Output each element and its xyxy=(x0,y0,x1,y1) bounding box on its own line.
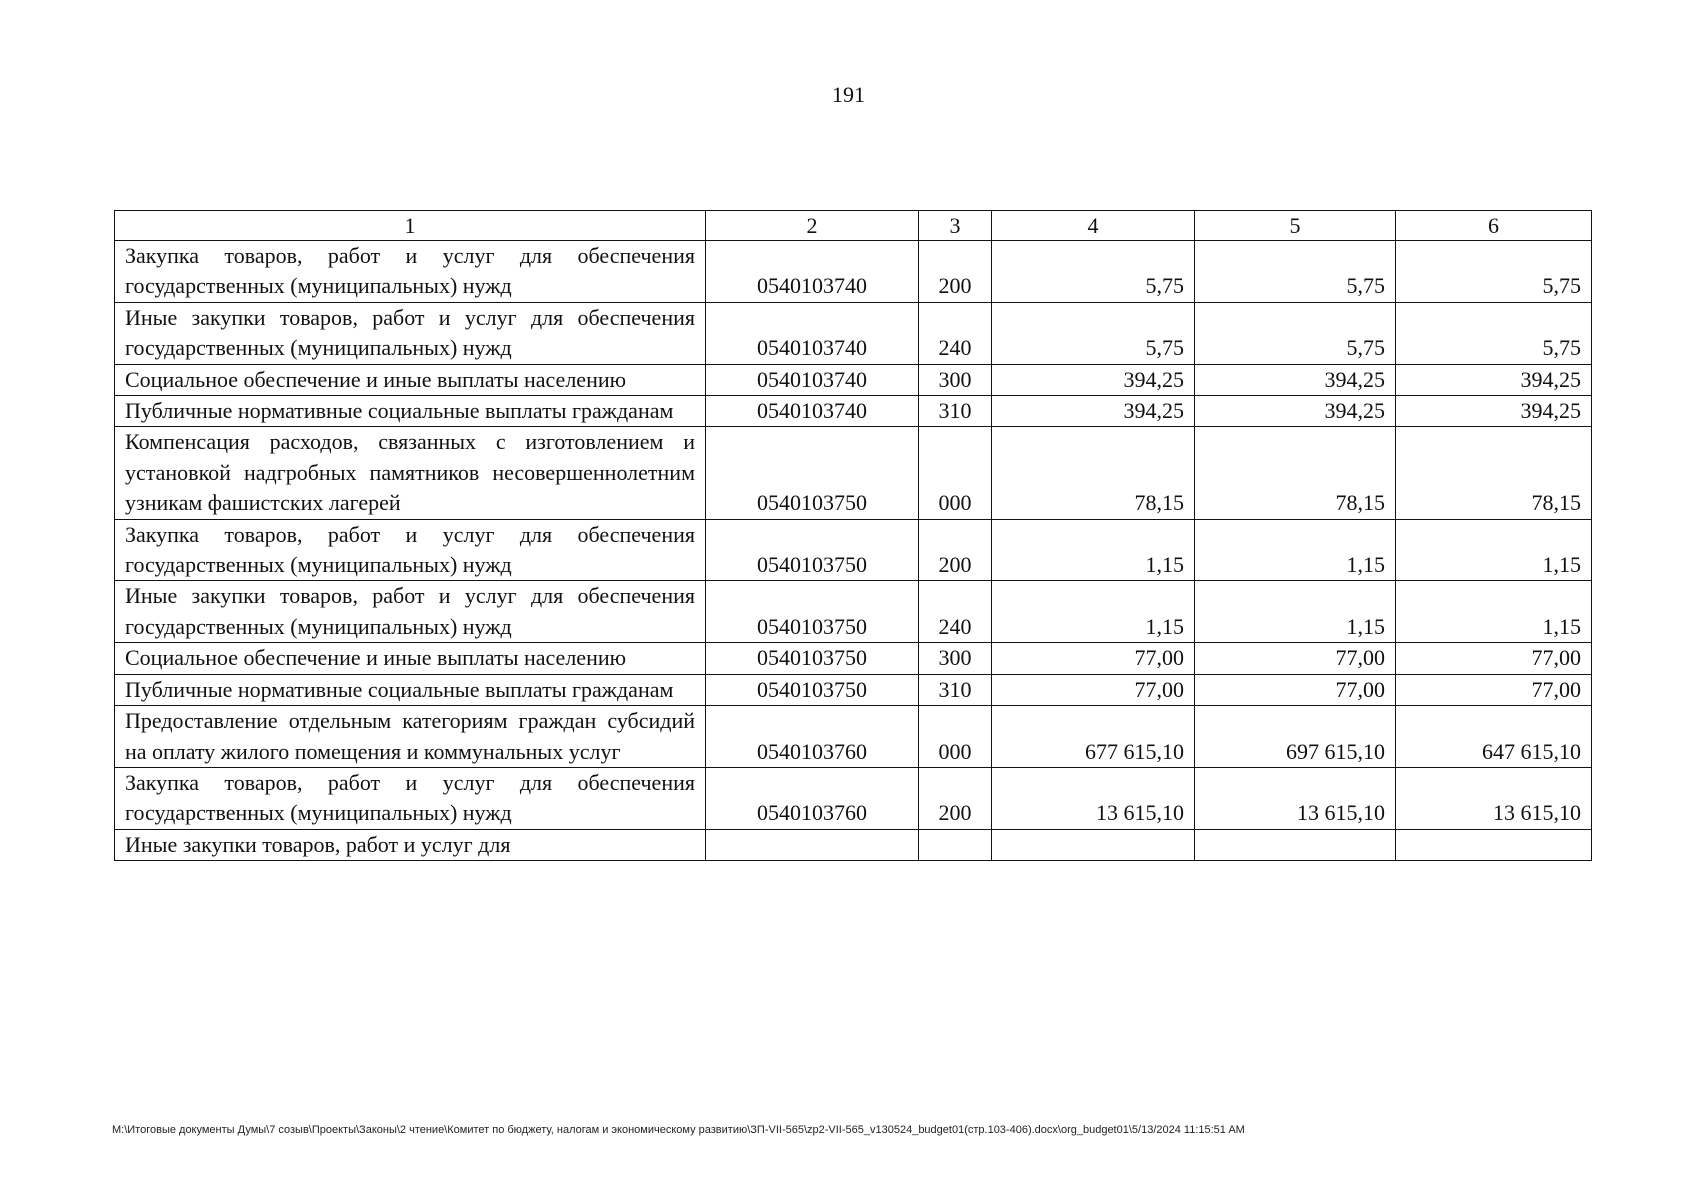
column-header: 4 xyxy=(992,211,1195,241)
amount-cell: 78,15 xyxy=(992,427,1195,519)
expenditure-name-cell: Компенсация расходов, связанных с изготовлением и установкой надгробных памятников несовершеннолетним узникам фашистских лагерей xyxy=(115,427,706,519)
expenditure-name-cell: Социальное обеспечение и иные выплаты населению xyxy=(115,643,706,674)
target-article-code-cell: 0540103740 xyxy=(706,364,919,395)
target-article-code-cell: 0540103740 xyxy=(706,302,919,364)
table-body xyxy=(115,241,1592,861)
column-header: 1 xyxy=(115,211,706,241)
table-row xyxy=(115,396,1592,427)
amount-cell: 5,75 xyxy=(992,241,1195,303)
expense-type-code-cell: 240 xyxy=(919,581,992,643)
amount-cell: 77,00 xyxy=(992,643,1195,674)
target-article-code-cell xyxy=(706,829,919,860)
expense-type-code-cell: 300 xyxy=(919,643,992,674)
amount-cell: 394,25 xyxy=(1396,396,1592,427)
table-row xyxy=(115,241,1592,303)
target-article-code-cell: 0540103750 xyxy=(706,581,919,643)
table-row xyxy=(115,581,1592,643)
target-article-code-cell: 0540103750 xyxy=(706,427,919,519)
amount-cell: 394,25 xyxy=(1195,364,1396,395)
target-article-code-cell: 0540103750 xyxy=(706,519,919,581)
expenditure-name-cell: Закупка товаров, работ и услуг для обеспечения государственных (муниципальных) нужд xyxy=(115,241,706,303)
amount-cell: 647 615,10 xyxy=(1396,706,1592,768)
target-article-code-cell: 0540103760 xyxy=(706,706,919,768)
target-article-code-cell: 0540103750 xyxy=(706,643,919,674)
amount-cell xyxy=(1396,829,1592,860)
table-row xyxy=(115,427,1592,519)
target-article-code-cell: 0540103750 xyxy=(706,674,919,705)
table-row xyxy=(115,643,1592,674)
amount-cell: 77,00 xyxy=(1396,643,1592,674)
table-row xyxy=(115,674,1592,705)
amount-cell: 1,15 xyxy=(1396,519,1592,581)
amount-cell: 5,75 xyxy=(1195,302,1396,364)
amount-cell: 78,15 xyxy=(1396,427,1592,519)
table-row xyxy=(115,829,1592,860)
expenditure-name-cell: Публичные нормативные социальные выплаты гражданам xyxy=(115,396,706,427)
expenditure-name-cell: Закупка товаров, работ и услуг для обеспечения государственных (муниципальных) нужд xyxy=(115,519,706,581)
page-number: 191 xyxy=(832,82,865,107)
expenditure-name-cell: Иные закупки товаров, работ и услуг для обеспечения государственных (муниципальных) нужд xyxy=(115,581,706,643)
amount-cell: 13 615,10 xyxy=(992,767,1195,829)
amount-cell: 13 615,10 xyxy=(1396,767,1592,829)
header-row xyxy=(115,211,1592,241)
expense-type-code-cell xyxy=(919,829,992,860)
expenditure-name-cell: Иные закупки товаров, работ и услуг для обеспечения государственных (муниципальных) нужд xyxy=(115,302,706,364)
expense-type-code-cell: 200 xyxy=(919,241,992,303)
table-row xyxy=(115,519,1592,581)
column-header: 3 xyxy=(919,211,992,241)
amount-cell: 394,25 xyxy=(1396,364,1592,395)
expense-type-code-cell: 200 xyxy=(919,519,992,581)
column-header: 5 xyxy=(1195,211,1396,241)
expense-type-code-cell: 240 xyxy=(919,302,992,364)
target-article-code-cell: 0540103740 xyxy=(706,396,919,427)
expenditure-name-cell: Иные закупки товаров, работ и услуг для xyxy=(115,829,706,860)
expense-type-code-cell: 300 xyxy=(919,364,992,395)
amount-cell: 5,75 xyxy=(1195,241,1396,303)
column-header: 6 xyxy=(1396,211,1592,241)
amount-cell: 1,15 xyxy=(992,519,1195,581)
amount-cell xyxy=(992,829,1195,860)
expenditure-name-cell: Публичные нормативные социальные выплаты гражданам xyxy=(115,674,706,705)
expense-type-code-cell: 200 xyxy=(919,767,992,829)
amount-cell: 394,25 xyxy=(992,364,1195,395)
table-row xyxy=(115,364,1592,395)
column-header: 2 xyxy=(706,211,919,241)
expense-type-code-cell: 000 xyxy=(919,427,992,519)
target-article-code-cell: 0540103760 xyxy=(706,767,919,829)
table-row xyxy=(115,706,1592,768)
footer-file-path: M:\Итоговые документы Думы\7 созыв\Проекты\Законы\2 чтение\Комитет по бюджету, налогам и экономическому развитию\ЗП-VII-565\zp2-VII-565_v130524_budget01(стр.103-406).docx\org_budget01\5/13/2024 11:15:51 AM xyxy=(112,1124,1245,1136)
amount-cell: 677 615,10 xyxy=(992,706,1195,768)
amount-cell xyxy=(1195,829,1396,860)
amount-cell: 1,15 xyxy=(1195,581,1396,643)
amount-cell: 78,15 xyxy=(1195,427,1396,519)
amount-cell: 394,25 xyxy=(992,396,1195,427)
amount-cell: 13 615,10 xyxy=(1195,767,1396,829)
table-row xyxy=(115,302,1592,364)
target-article-code-cell: 0540103740 xyxy=(706,241,919,303)
amount-cell: 5,75 xyxy=(992,302,1195,364)
amount-cell: 5,75 xyxy=(1396,302,1592,364)
expenditure-name-cell: Предоставление отдельным категориям граждан субсидий на оплату жилого помещения и коммунальных услуг xyxy=(115,706,706,768)
amount-cell: 77,00 xyxy=(1396,674,1592,705)
amount-cell: 77,00 xyxy=(992,674,1195,705)
expenditure-name-cell: Закупка товаров, работ и услуг для обеспечения государственных (муниципальных) нужд xyxy=(115,767,706,829)
expense-type-code-cell: 310 xyxy=(919,674,992,705)
amount-cell: 697 615,10 xyxy=(1195,706,1396,768)
expense-type-code-cell: 000 xyxy=(919,706,992,768)
amount-cell: 394,25 xyxy=(1195,396,1396,427)
budget-table xyxy=(114,210,1592,861)
expense-type-code-cell: 310 xyxy=(919,396,992,427)
amount-cell: 1,15 xyxy=(1195,519,1396,581)
table-row xyxy=(115,767,1592,829)
expenditure-name-cell: Социальное обеспечение и иные выплаты населению xyxy=(115,364,706,395)
amount-cell: 1,15 xyxy=(992,581,1195,643)
amount-cell: 1,15 xyxy=(1396,581,1592,643)
amount-cell: 77,00 xyxy=(1195,674,1396,705)
amount-cell: 5,75 xyxy=(1396,241,1592,303)
amount-cell: 77,00 xyxy=(1195,643,1396,674)
